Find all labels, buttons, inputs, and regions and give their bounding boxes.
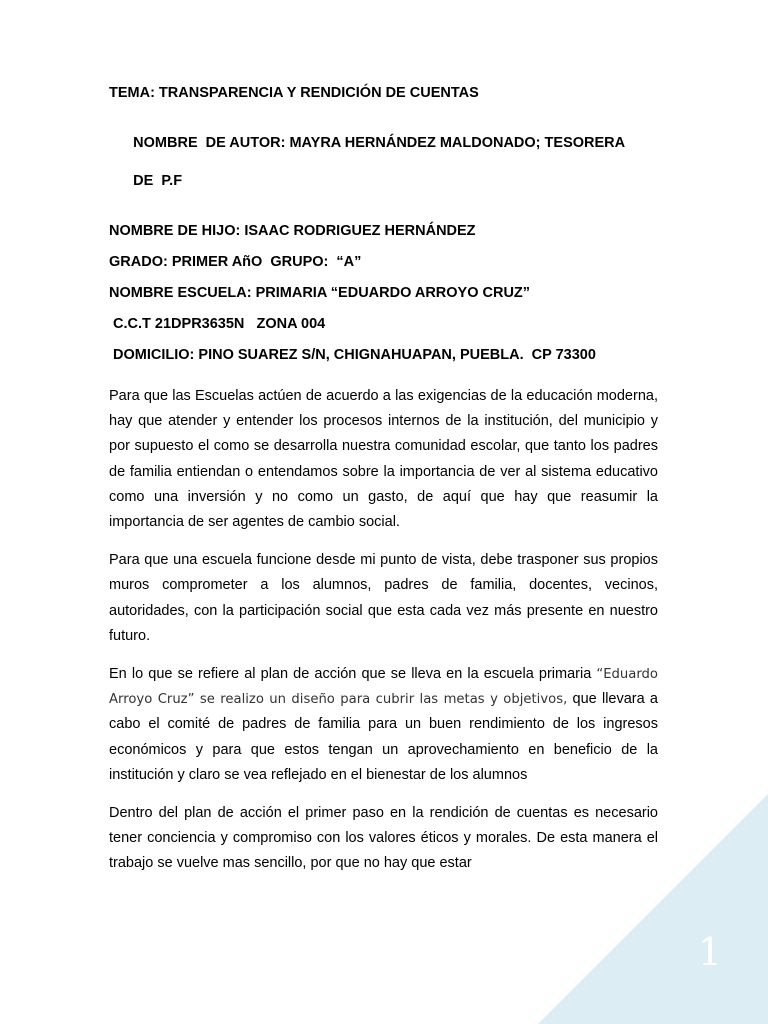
paragraph-2: Para que una escuela funcione desde mi punto de vista, debe trasponer sus propios muros comprometer a los alumnos, padres de familia, docentes, vecinos, autoridades, con la participación social que esta cada vez más presente en nuestro futuro. [109, 552, 658, 644]
author-line-2: DE P.F [133, 173, 183, 189]
topic-line: TEMA: TRANSPARENCIA Y RENDICIÓN DE CUENTAS [109, 85, 479, 101]
cct-line: C.C.T 21DPR3635N ZONA 004 [109, 316, 326, 332]
paragraph-3-part-3: que llevara a cabo el comité de padres de familia para un buen rendimiento de los ingresos económicos y para que estos tengan un aprovechamiento en beneficio de la institución y claro se vea reflejado en el bienestar de los alumnos [109, 691, 658, 783]
author-line [109, 115, 659, 210]
paragraph-4: Dentro del plan de acción el primer paso en la rendición de cuentas es necesario tener conciencia y compromiso con los valores éticos y morales. De esta manera el trabajo se vuelve mas sencillo, por que no hay que estar [109, 805, 658, 872]
address-line: DOMICILIO: PINO SUAREZ S/N, CHIGNAHUAPAN, PUEBLA. CP 73300 [109, 347, 596, 363]
corner-triangle-shape [538, 794, 768, 1024]
school-line: NOMBRE ESCUELA: PRIMARIA “EDUARDO ARROYO CRUZ” [109, 285, 531, 301]
grade-line: GRADO: PRIMER AñO GRUPO: “A” [109, 254, 362, 270]
corner-triangle-decoration [538, 794, 768, 1024]
child-name-line: NOMBRE DE HIJO: ISAAC RODRIGUEZ HERNÁNDEZ [109, 223, 476, 239]
page-number: 1 [697, 930, 723, 974]
paragraph-1: Para que las Escuelas actúen de acuerdo a las exigencias de la educación moderna, hay que atender y entender los procesos internos de la institución, del municipio y por supuesto el como se desarrolla nuestra comunidad escolar, que tanto los padres de familia entiendan o entendamos sobre la importancia de ver al sistema educativo como una inversión y no como un gasto, de aquí que hay que reasumir la importancia de ser agentes de cambio social. [109, 388, 658, 531]
author-line-1: NOMBRE DE AUTOR: MAYRA HERNÁNDEZ MALDONADO; TESORERA [133, 135, 626, 151]
paragraph-3-part-2: “Eduardo Arroyo Cruz” se realizo un diseño para cubrir las metas y objetivos, [109, 667, 658, 708]
paragraph-3-part-1: En lo que se refiere al plan de acción que se lleva en la escuela primaria [109, 666, 597, 683]
paragraph-3 [109, 662, 658, 788]
document-header [109, 84, 659, 377]
